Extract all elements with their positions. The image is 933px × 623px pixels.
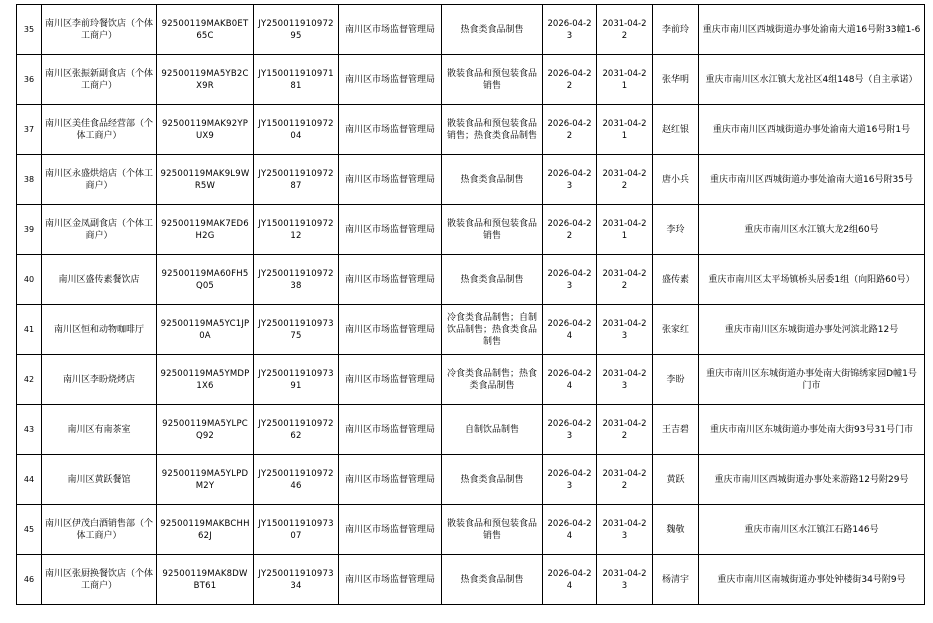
table-row [17, 255, 925, 305]
responsible-person-cell: 黄跃 [653, 455, 699, 505]
issuing-authority-cell: 南川区市场监督管理局 [339, 205, 442, 255]
business-name-cell: 南川区盛传素餐饮店 [42, 255, 157, 305]
seq-cell: 43 [17, 405, 42, 455]
responsible-person-cell: 杨清宇 [653, 555, 699, 605]
issuing-authority-cell: 南川区市场监督管理局 [339, 105, 442, 155]
business-scope-cell: 散装食品和预包装食品销售 [442, 505, 543, 555]
license-number-cell: JY25001191097375 [254, 305, 339, 355]
expiry-date-cell: 2031-04-22 [597, 5, 653, 55]
expiry-date-cell: 2031-04-23 [597, 305, 653, 355]
business-name-cell: 南川区李盼烧烤店 [42, 355, 157, 405]
business-scope-cell: 自制饮品制售 [442, 405, 543, 455]
license-table [16, 4, 925, 605]
issue-date-cell: 2026-04-23 [543, 405, 597, 455]
issuing-authority-cell: 南川区市场监督管理局 [339, 455, 442, 505]
credit-code-cell: 92500119MAK9L9WR5W [157, 155, 254, 205]
credit-code-cell: 92500119MA60FH5Q05 [157, 255, 254, 305]
issue-date-cell: 2026-04-23 [543, 155, 597, 205]
credit-code-cell: 92500119MA5YC1JP0A [157, 305, 254, 355]
business-scope-cell: 热食类食品制售 [442, 555, 543, 605]
seq-cell: 39 [17, 205, 42, 255]
address-cell: 重庆市南川区西城街道办事处渝南大道16号附1号 [699, 105, 925, 155]
business-scope-cell: 热食类食品制售 [442, 255, 543, 305]
responsible-person-cell: 王吉碧 [653, 405, 699, 455]
issuing-authority-cell: 南川区市场监督管理局 [339, 305, 442, 355]
address-cell: 重庆市南川区西城街道办事处渝南大道16号附35号 [699, 155, 925, 205]
credit-code-cell: 92500119MAK7ED6H2G [157, 205, 254, 255]
address-cell: 重庆市南川区水江镇江石路146号 [699, 505, 925, 555]
table-body [17, 5, 925, 605]
business-name-cell: 南川区永盛烘焙店（个体工商户） [42, 155, 157, 205]
expiry-date-cell: 2031-04-23 [597, 505, 653, 555]
responsible-person-cell: 张华明 [653, 55, 699, 105]
business-name-cell: 南川区张振新副食店（个体工商户） [42, 55, 157, 105]
table-row [17, 505, 925, 555]
license-number-cell: JY25001191097238 [254, 255, 339, 305]
business-scope-cell: 散装食品和预包装食品销售 [442, 205, 543, 255]
business-name-cell: 南川区黄跃餐馆 [42, 455, 157, 505]
issue-date-cell: 2026-04-23 [543, 455, 597, 505]
responsible-person-cell: 盛传素 [653, 255, 699, 305]
business-scope-cell: 散装食品和预包装食品销售 [442, 55, 543, 105]
expiry-date-cell: 2031-04-22 [597, 405, 653, 455]
license-number-cell: JY25001191097287 [254, 155, 339, 205]
seq-cell: 40 [17, 255, 42, 305]
license-number-cell: JY15001191097307 [254, 505, 339, 555]
issue-date-cell: 2026-04-23 [543, 255, 597, 305]
seq-cell: 42 [17, 355, 42, 405]
issue-date-cell: 2026-04-24 [543, 305, 597, 355]
expiry-date-cell: 2031-04-22 [597, 455, 653, 505]
address-cell: 重庆市南川区西城街道办事处渝南大道16号附33幢1-6 [699, 5, 925, 55]
address-cell: 重庆市南川区太平场镇桥头居委1组（向阳路60号） [699, 255, 925, 305]
responsible-person-cell: 魏敬 [653, 505, 699, 555]
issue-date-cell: 2026-04-22 [543, 205, 597, 255]
responsible-person-cell: 李前玲 [653, 5, 699, 55]
issue-date-cell: 2026-04-23 [543, 5, 597, 55]
business-name-cell: 南川区恒和动物咖啡厅 [42, 305, 157, 355]
issuing-authority-cell: 南川区市场监督管理局 [339, 405, 442, 455]
seq-cell: 38 [17, 155, 42, 205]
responsible-person-cell: 李盼 [653, 355, 699, 405]
license-number-cell: JY25001191097295 [254, 5, 339, 55]
seq-cell: 45 [17, 505, 42, 555]
license-number-cell: JY25001191097262 [254, 405, 339, 455]
address-cell: 重庆市南川区水江镇大龙2组60号 [699, 205, 925, 255]
credit-code-cell: 92500119MA5YLPDM2Y [157, 455, 254, 505]
seq-cell: 36 [17, 55, 42, 105]
business-scope-cell: 冷食类食品制售；热食类食品制售 [442, 355, 543, 405]
address-cell: 重庆市南川区东城街道办事处河滨北路12号 [699, 305, 925, 355]
business-scope-cell: 热食类食品制售 [442, 455, 543, 505]
expiry-date-cell: 2031-04-23 [597, 355, 653, 405]
seq-cell: 46 [17, 555, 42, 605]
issuing-authority-cell: 南川区市场监督管理局 [339, 505, 442, 555]
business-name-cell: 南川区美佳食品经营部（个体工商户） [42, 105, 157, 155]
expiry-date-cell: 2031-04-22 [597, 255, 653, 305]
credit-code-cell: 92500119MA5YMDP1X6 [157, 355, 254, 405]
license-number-cell: JY15001191097212 [254, 205, 339, 255]
issuing-authority-cell: 南川区市场监督管理局 [339, 555, 442, 605]
credit-code-cell: 92500119MAK8DWBT61 [157, 555, 254, 605]
credit-code-cell: 92500119MA5YLPCQ92 [157, 405, 254, 455]
credit-code-cell: 92500119MAKB0ET65C [157, 5, 254, 55]
table-row [17, 405, 925, 455]
responsible-person-cell: 赵红银 [653, 105, 699, 155]
address-cell: 重庆市南川区西城街道办事处来游路12号附29号 [699, 455, 925, 505]
issuing-authority-cell: 南川区市场监督管理局 [339, 255, 442, 305]
seq-cell: 41 [17, 305, 42, 355]
responsible-person-cell: 张家红 [653, 305, 699, 355]
credit-code-cell: 92500119MAK92YPUX9 [157, 105, 254, 155]
address-cell: 重庆市南川区东城街道办事处南大街锦绣家园D幢1号门市 [699, 355, 925, 405]
table-row [17, 155, 925, 205]
table-row [17, 55, 925, 105]
responsible-person-cell: 李玲 [653, 205, 699, 255]
business-scope-cell: 热食类食品制售 [442, 5, 543, 55]
credit-code-cell: 92500119MA5YB2CX9R [157, 55, 254, 105]
table-row [17, 105, 925, 155]
responsible-person-cell: 唐小兵 [653, 155, 699, 205]
issue-date-cell: 2026-04-22 [543, 55, 597, 105]
license-number-cell: JY25001191097246 [254, 455, 339, 505]
issuing-authority-cell: 南川区市场监督管理局 [339, 155, 442, 205]
issuing-authority-cell: 南川区市场监督管理局 [339, 355, 442, 405]
table-row [17, 305, 925, 355]
table-row [17, 455, 925, 505]
expiry-date-cell: 2031-04-21 [597, 205, 653, 255]
seq-cell: 44 [17, 455, 42, 505]
issuing-authority-cell: 南川区市场监督管理局 [339, 55, 442, 105]
license-number-cell: JY15001191097204 [254, 105, 339, 155]
business-name-cell: 南川区金凤副食店（个体工商户） [42, 205, 157, 255]
license-number-cell: JY25001191097334 [254, 555, 339, 605]
table-row [17, 205, 925, 255]
license-number-cell: JY25001191097391 [254, 355, 339, 405]
issue-date-cell: 2026-04-22 [543, 105, 597, 155]
expiry-date-cell: 2031-04-21 [597, 55, 653, 105]
business-scope-cell: 热食类食品制售 [442, 155, 543, 205]
credit-code-cell: 92500119MAKBCHH62J [157, 505, 254, 555]
issuing-authority-cell: 南川区市场监督管理局 [339, 5, 442, 55]
business-scope-cell: 散装食品和预包装食品销售；热食类食品制售 [442, 105, 543, 155]
seq-cell: 35 [17, 5, 42, 55]
expiry-date-cell: 2031-04-22 [597, 155, 653, 205]
business-scope-cell: 冷食类食品制售；自制饮品制售；热食类食品制售 [442, 305, 543, 355]
expiry-date-cell: 2031-04-21 [597, 105, 653, 155]
table-row [17, 555, 925, 605]
expiry-date-cell: 2031-04-23 [597, 555, 653, 605]
address-cell: 重庆市南川区南城街道办事处钟楼街34号附9号 [699, 555, 925, 605]
table-row [17, 355, 925, 405]
business-name-cell: 南川区有南茶室 [42, 405, 157, 455]
seq-cell: 37 [17, 105, 42, 155]
business-name-cell: 南川区张厨换餐饮店（个体工商户） [42, 555, 157, 605]
issue-date-cell: 2026-04-24 [543, 355, 597, 405]
business-name-cell: 南川区李前玲餐饮店（个体工商户） [42, 5, 157, 55]
address-cell: 重庆市南川区水江镇大龙社区4组148号（自主承诺） [699, 55, 925, 105]
license-number-cell: JY15001191097181 [254, 55, 339, 105]
business-name-cell: 南川区伊茂白酒销售部（个体工商户） [42, 505, 157, 555]
issue-date-cell: 2026-04-24 [543, 505, 597, 555]
issue-date-cell: 2026-04-24 [543, 555, 597, 605]
address-cell: 重庆市南川区东城街道办事处南大街93号31号门市 [699, 405, 925, 455]
table-row [17, 5, 925, 55]
